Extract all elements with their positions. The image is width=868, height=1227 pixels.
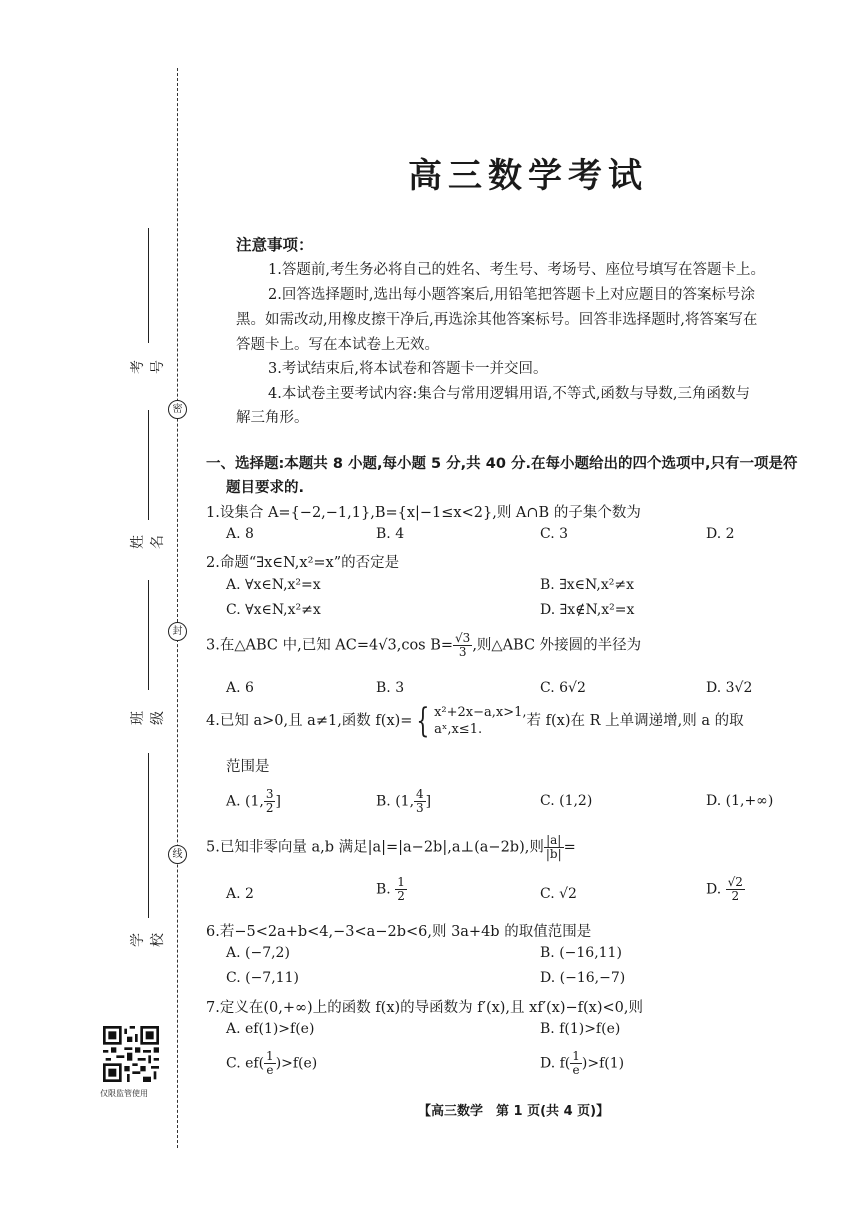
- notice-item-2-end: 答题卡上。写在本试卷上无效。: [236, 337, 439, 353]
- q7-option-c-den: e: [266, 1063, 274, 1077]
- q4-option-a-frac: [264, 788, 276, 815]
- q5-option-d-den: 2: [731, 889, 740, 903]
- qr-note: 仅限监管使用: [100, 1089, 148, 1098]
- q7-option-c: [226, 1050, 317, 1077]
- q5-option-b-num: 1: [397, 875, 405, 889]
- exam-number-label: 考号: [130, 360, 166, 374]
- q3-option-c: C. 6√2: [540, 680, 586, 696]
- q1-option-d: D. 2: [706, 526, 735, 542]
- q4-option-b-letter: B.: [376, 793, 391, 810]
- q5-fraction: [544, 834, 564, 861]
- q5-option-b-frac: [395, 876, 407, 903]
- question-2-stem: 2.命题“∃x∈N,x²=x”的否定是: [206, 555, 400, 571]
- q5-stem-pre: 5.已知非零向量 a,b 满足|a|=|a−2b|,a⊥(a−2b),则: [206, 839, 544, 856]
- q4-option-a-den: 2: [265, 801, 274, 815]
- seal-circle-feng: 封: [168, 622, 187, 641]
- q1-option-c: C. 3: [540, 526, 569, 542]
- q4-piece-2: aˣ,x≤1.: [434, 722, 483, 737]
- q7-option-d: [540, 1050, 624, 1077]
- seal-circle-xian: 线: [168, 845, 187, 864]
- page-title: 高三数学考试: [408, 156, 648, 196]
- q4-option-b-right: ]: [425, 793, 432, 810]
- q7-option-c-pre: C. ef(: [226, 1055, 265, 1072]
- q3-frac-den: 3: [458, 645, 467, 659]
- q6-option-a: A. (−7,2): [226, 945, 290, 961]
- question-3-stem: [206, 632, 641, 659]
- q7-option-c-num: 1: [266, 1049, 274, 1063]
- q7-option-c-post: )>f(e): [275, 1055, 318, 1072]
- q5-stem-post: =: [563, 839, 576, 856]
- question-6-stem: 6.若−5<2a+b<4,−3<a−2b<6,则 3a+4b 的取值范围是: [206, 924, 592, 940]
- q5-option-b-letter: B.: [376, 881, 391, 898]
- binding-dashed-line: [177, 68, 178, 1148]
- q4-option-b: [376, 788, 431, 815]
- q5-frac-num: |a|: [544, 834, 564, 848]
- q4-option-d: D. (1,+∞): [706, 793, 774, 809]
- q3-fraction: [453, 632, 472, 659]
- school-line: [148, 753, 149, 918]
- q5-option-d-num: √2: [727, 875, 743, 889]
- q4-option-b-den: 3: [416, 801, 424, 815]
- question-5-stem: [206, 834, 576, 861]
- q4-option-a-num: 3: [265, 787, 274, 801]
- q2-option-d: D. ∃x∉N,x²=x: [540, 602, 635, 618]
- q5-option-d: [706, 876, 745, 903]
- question-4-stem: [206, 701, 744, 741]
- class-label: 班级: [130, 711, 166, 725]
- notice-heading: 注意事项：: [236, 236, 314, 254]
- q5-option-a: A. 2: [226, 886, 254, 902]
- q4-option-c: C. (1,2): [540, 793, 593, 809]
- q2-option-c: C. ∀x∈N,x²≠x: [226, 602, 321, 618]
- q3-option-a: A. 6: [226, 680, 254, 696]
- question-1-stem: 1.设集合 A={−2,−1,1},B={x|−1≤x<2},则 A∩B 的子集个数为: [206, 505, 641, 521]
- q4-stem-pre: 4.已知 a>0,且 a≠1,函数 f(x)=: [206, 713, 413, 729]
- q6-option-c: C. (−7,11): [226, 970, 299, 986]
- q4-piecewise: [434, 704, 526, 738]
- q7-option-d-pre: D. f(: [540, 1055, 571, 1072]
- notice-item-4: 4.本试卷主要考试内容:集合与常用逻辑用语,不等式,函数与导数,三角函数与: [268, 386, 751, 402]
- q4-option-b-num: 4: [416, 787, 424, 801]
- q5-option-b-den: 2: [397, 889, 405, 903]
- seal-circle-mi: 密: [168, 400, 187, 419]
- q4-stem-post: 若 f(x)在 R 上单调递增,则 a 的取: [526, 713, 744, 729]
- class-line: [148, 580, 149, 690]
- q2-option-b: B. ∃x∈N,x²≠x: [540, 577, 634, 593]
- qr-code-icon: [103, 1026, 159, 1082]
- q7-option-d-post: )>f(1): [581, 1055, 625, 1072]
- q6-option-b: B. (−16,11): [540, 945, 622, 961]
- name-line: [148, 410, 149, 520]
- notice-item-3: 3.考试结束后,将本试卷和答题卡一并交回。: [268, 361, 548, 377]
- q4-option-a-right: ]: [275, 793, 281, 810]
- q1-option-b: B. 4: [376, 526, 405, 542]
- q5-option-d-letter: D.: [706, 881, 722, 898]
- q5-frac-den: |b|: [545, 847, 562, 861]
- notice-item-2: 2.回答选择题时,选出每小题答案后,用铅笔把答题卡上对应题目的答案标号涂: [268, 287, 756, 303]
- q7-option-d-frac: [570, 1050, 582, 1077]
- q7-option-a: A. ef(1)>f(e): [226, 1021, 315, 1037]
- q5-option-c: C. √2: [540, 886, 577, 902]
- q4-option-b-left: (1,: [395, 793, 415, 810]
- q3-stem-pre: 3.在△ABC 中,已知 AC=4√3,cos B=: [206, 637, 454, 654]
- q4-option-b-frac: [414, 788, 426, 815]
- q4-option-a-left: (1,: [245, 793, 264, 810]
- section-heading: 一、选择题:本题共 8 小题,每小题 5 分,共 40 分.在每小题给出的四个选项中,只有一项是符: [206, 456, 798, 472]
- q5-option-b: [376, 876, 407, 903]
- q4-option-a: [226, 788, 281, 815]
- notice-item-4-cont: 解三角形。: [236, 410, 309, 426]
- q2-option-a: A. ∀x∈N,x²=x: [226, 577, 321, 593]
- q3-option-b: B. 3: [376, 680, 405, 696]
- notice-item-2-cont: 黑。如需改动,用橡皮擦干净后,再选涂其他答案标号。回答非选择题时,将答案写在: [236, 312, 758, 328]
- q7-option-c-frac: [264, 1050, 276, 1077]
- q5-option-d-frac: [726, 876, 745, 903]
- exam-number-line: [148, 228, 149, 343]
- page-footer: 【高三数学 第 1 页(共 4 页)】: [418, 1104, 610, 1119]
- question-7-stem: 7.定义在(0,+∞)上的函数 f(x)的导函数为 f′(x),且 xf′(x)−f(x)<0,则: [206, 1000, 643, 1016]
- notice-item-1: 1.答题前,考生务必将自己的姓名、考生号、考场号、座位号填写在答题卡上。: [268, 262, 765, 278]
- q4-option-a-letter: A.: [226, 793, 241, 810]
- q6-option-d: D. (−16,−7): [540, 970, 626, 986]
- q3-frac-num: √3: [455, 631, 471, 645]
- q3-option-d: D. 3√2: [706, 680, 753, 696]
- name-label: 姓名: [130, 535, 166, 549]
- q7-option-d-num: 1: [572, 1049, 580, 1063]
- q1-option-a: A. 8: [226, 526, 254, 542]
- q7-option-d-den: e: [572, 1063, 580, 1077]
- school-label: 学校: [130, 933, 166, 947]
- q7-option-b: B. f(1)>f(e): [540, 1021, 621, 1037]
- q4-piece-1: x²+2x−a,x>1,: [434, 705, 527, 720]
- q4-brace: {: [416, 701, 430, 741]
- q4-stem-line2: 范围是: [226, 759, 270, 775]
- q3-stem-post: ,则△ABC 外接圆的半径为: [472, 637, 642, 654]
- section-heading-cont: 题目要求的.: [226, 480, 305, 496]
